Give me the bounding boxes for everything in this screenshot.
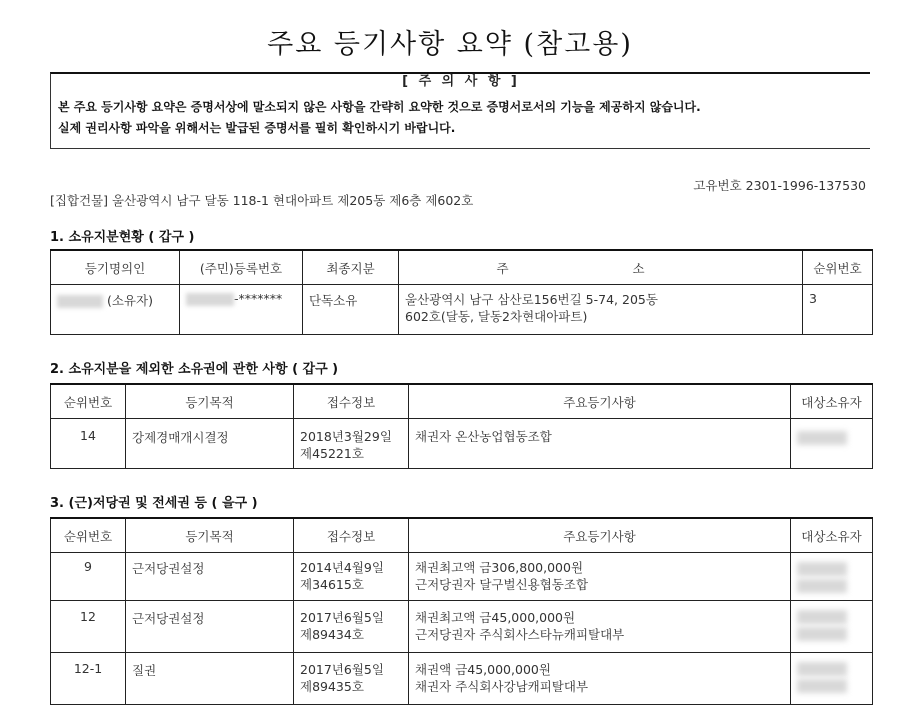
column-header: 대상소유자	[791, 384, 873, 419]
detail-line-2: 근저당권자 주식회사스타뉴캐피탈대부	[415, 627, 625, 642]
purpose-cell: 강제경매개시결정	[126, 419, 294, 469]
column-header: 순위번호	[51, 384, 126, 419]
table-row	[51, 601, 873, 653]
detail-cell	[409, 419, 791, 469]
column-header: 주 소	[399, 250, 803, 285]
target-owner-cell	[791, 601, 873, 653]
table-row	[51, 553, 873, 601]
column-header: 순위번호	[803, 250, 873, 285]
receipt-date: 2018년3월29일	[300, 429, 392, 444]
table-row	[51, 285, 873, 335]
redacted-regno	[186, 293, 234, 306]
share-cell: 단독소유	[303, 285, 399, 335]
target-owner-cell	[791, 553, 873, 601]
detail-cell	[409, 601, 791, 653]
purpose-cell: 근저당권설정	[126, 553, 294, 601]
table-header-row	[51, 518, 873, 553]
target-owner-cell	[791, 419, 873, 469]
detail-line-2: 채권자 주식회사강남캐피탈대부	[415, 679, 589, 694]
ownership-rights-table	[50, 383, 873, 469]
redacted-name	[57, 295, 103, 308]
column-header: (주민)등록번호	[180, 250, 303, 285]
rank-cell: 3	[803, 285, 873, 335]
rank-cell: 9	[51, 553, 126, 601]
receipt-cell	[294, 601, 409, 653]
receipt-cell	[294, 553, 409, 601]
owner-name-cell	[51, 285, 180, 335]
receipt-number: 제34615호	[300, 577, 364, 592]
column-header: 접수정보	[294, 384, 409, 419]
section3-title: 3. (근)저당권 및 전세권 등 ( 을구 )	[50, 496, 258, 511]
detail-line-1: 채권자 온산농업협동조합	[415, 429, 552, 444]
receipt-number: 제45221호	[300, 446, 364, 461]
address-line-2: 602호(달동, 달동2차현대아파트)	[405, 309, 588, 324]
column-header: 주요등기사항	[409, 384, 791, 419]
redacted-owner	[797, 431, 847, 445]
redacted-owner	[797, 562, 847, 576]
redacted-owner	[797, 579, 847, 593]
purpose-cell: 근저당권설정	[126, 601, 294, 653]
regno-cell	[180, 285, 303, 335]
column-header: 등기명의인	[51, 250, 180, 285]
column-header: 접수정보	[294, 518, 409, 553]
receipt-date: 2017년6월5일	[300, 662, 384, 677]
notice-heading: [ 주 의 사 항 ]	[402, 74, 520, 89]
receipt-number: 제89435호	[300, 679, 364, 694]
detail-cell	[409, 553, 791, 601]
redacted-owner	[797, 627, 847, 641]
mortgage-table	[50, 517, 873, 705]
detail-line-1: 채권최고액 금306,800,000원	[415, 560, 584, 575]
receipt-date: 2014년4월9일	[300, 560, 384, 575]
notice-line-2: 실제 권리사항 파악을 위해서는 발급된 증명서를 필히 확인하시기 바랍니다.	[58, 121, 456, 135]
regno-mask: -*******	[234, 291, 283, 306]
rank-cell: 14	[51, 419, 126, 469]
column-header: 최종지분	[303, 250, 399, 285]
rank-cell: 12	[51, 601, 126, 653]
property-address: [집합건물] 울산광역시 남구 달동 118-1 현대아파트 제205동 제6층 제602호	[50, 193, 474, 208]
detail-line-2: 근저당권자 달구벌신용협동조합	[415, 577, 589, 592]
table-row	[51, 419, 873, 469]
table-header-row	[51, 250, 873, 285]
receipt-date: 2017년6월5일	[300, 610, 384, 625]
redacted-owner	[797, 610, 847, 624]
column-header: 대상소유자	[791, 518, 873, 553]
receipt-number: 제89434호	[300, 627, 364, 642]
target-owner-cell	[791, 653, 873, 705]
address-line-1: 울산광역시 남구 삼산로156번길 5-74, 205동	[405, 292, 658, 307]
column-header: 등기목적	[126, 518, 294, 553]
receipt-cell	[294, 653, 409, 705]
rank-cell: 12-1	[51, 653, 126, 705]
column-header: 등기목적	[126, 384, 294, 419]
redacted-owner	[797, 662, 847, 676]
section1-title: 1. 소유지분현황 ( 갑구 )	[50, 230, 195, 245]
notice-line-1: 본 주요 등기사항 요약은 증명서상에 말소되지 않은 사항을 간략히 요약한 것으로 증명서로서의 기능을 제공하지 않습니다.	[58, 100, 701, 114]
owner-role: (소유자)	[106, 293, 153, 308]
detail-line-1: 채권액 금45,000,000원	[415, 662, 551, 677]
address-cell	[399, 285, 803, 335]
receipt-cell	[294, 419, 409, 469]
ownership-table	[50, 249, 873, 335]
table-header-row	[51, 384, 873, 419]
document-title: 주요 등기사항 요약 (참고용)	[267, 29, 633, 60]
detail-line-1: 채권최고액 금45,000,000원	[415, 610, 576, 625]
redacted-owner	[797, 679, 847, 693]
detail-cell	[409, 653, 791, 705]
unique-number: 고유번호 2301-1996-137530	[693, 178, 866, 193]
notice-box	[50, 72, 870, 149]
column-header: 주요등기사항	[409, 518, 791, 553]
purpose-cell: 질권	[126, 653, 294, 705]
notice-body	[58, 97, 868, 139]
table-row	[51, 653, 873, 705]
section2-title: 2. 소유지분을 제외한 소유권에 관한 사항 ( 갑구 )	[50, 362, 339, 377]
column-header: 순위번호	[51, 518, 126, 553]
